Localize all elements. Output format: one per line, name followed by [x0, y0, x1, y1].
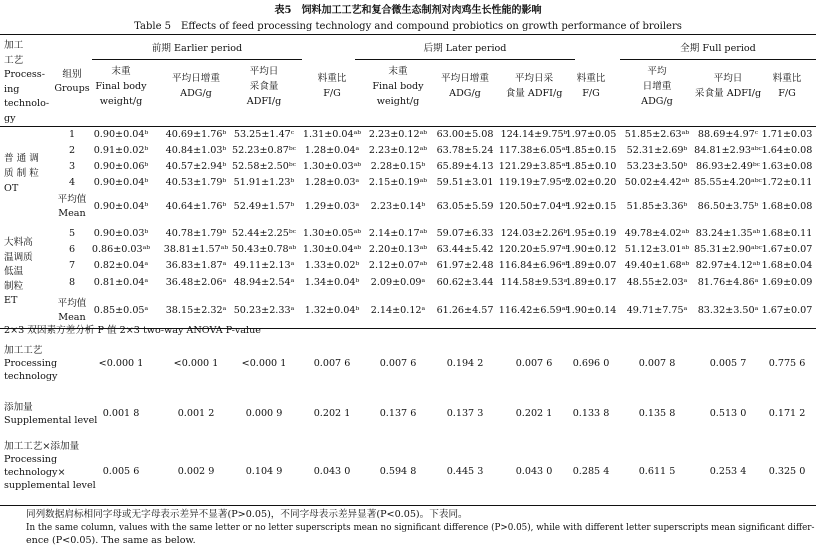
column-header-line: 食量 ADFI/g — [505, 88, 563, 99]
table-cell: 1.28±0.03ᵃ — [304, 177, 360, 188]
table-cell: 1.90±0.12 — [565, 244, 617, 255]
table-cell: 52.49±1.57ᵇ — [233, 201, 295, 212]
table-cell: 49.78±4.02ᵃᵇ — [624, 228, 690, 239]
anova-cell: 0.194 2 — [446, 358, 484, 369]
et-label-line: 大料高 — [4, 237, 33, 248]
anova-cell: 0.133 8 — [572, 408, 610, 419]
anova-cell: 0.043 0 — [313, 466, 351, 477]
table-cell: 51.85±2.63ᵃᵇ — [624, 129, 690, 140]
table-rule — [92, 59, 302, 60]
table-cell: 50.43±0.78ᵃᵇ — [231, 244, 297, 255]
table-cell: 38.15±2.32ᵃ — [165, 305, 227, 316]
table-cell: 1.63±0.08 — [761, 161, 813, 172]
column-header-line: 料重比 — [576, 73, 606, 84]
table-cell: 51.12±3.01ᵃᵇ — [624, 244, 690, 255]
period-header-later: 后期 Later period — [423, 43, 507, 54]
period-header-early: 前期 Earlier period — [151, 43, 243, 54]
table-cell: 2.14±0.12ᵃ — [370, 305, 426, 316]
table-cell: 63.05±5.59 — [436, 201, 494, 212]
table-cell: 83.32±3.50ᵃ — [697, 305, 759, 316]
table-rule — [0, 328, 816, 329]
column-header-line: 料重比 — [317, 73, 347, 84]
table-cell: 0.86±0.03ᵃᵇ — [91, 244, 151, 255]
table-cell: 2.02±0.20 — [565, 177, 617, 188]
anova-cell: 0.445 3 — [446, 466, 484, 477]
table-cell: 36.83±1.87ᵃ — [165, 260, 227, 271]
anova-cell: 0.285 4 — [572, 466, 610, 477]
group-number: 8 — [68, 277, 76, 288]
anova-cell: 0.001 2 — [177, 408, 215, 419]
table-cell: 88.69±4.97ᶜ — [697, 129, 759, 140]
table-cell: 124.14±9.75ᵇ — [500, 129, 568, 140]
table-cell: 1.85±0.10 — [565, 161, 617, 172]
anova-cell: 0.202 1 — [313, 408, 351, 419]
anova-label-line: supplemental level — [4, 480, 96, 491]
anova-label-line: 加工工艺 — [4, 345, 43, 356]
table-cell: 63.78±5.24 — [436, 145, 494, 156]
table-rule — [0, 505, 816, 506]
table-cell: 1.28±0.04ᵃ — [304, 145, 360, 156]
table-cell: 49.11±2.13ᵃ — [233, 260, 295, 271]
table-cell: 50.23±2.33ᵃ — [233, 305, 295, 316]
process-header-line: 加工 — [4, 40, 24, 51]
table-caption-en: Table 5 Effects of feed processing technology and compound probiotics on growth performance of broilers — [134, 21, 682, 32]
anova-label-line: Processing — [4, 358, 58, 369]
table-cell: 48.94±2.54ᵃ — [233, 277, 295, 288]
anova-cell: 0.775 6 — [768, 358, 806, 369]
column-header-line: 采食量 — [249, 81, 279, 92]
table-caption-cn: 表5 饲料加工工艺和复合微生态制剂对肉鸡生长性能的影响 — [274, 5, 542, 16]
table-cell: 61.26±4.57 — [436, 305, 494, 316]
table-cell: 1.89±0.17 — [565, 277, 617, 288]
anova-cell: <0.000 1 — [241, 358, 287, 369]
column-header-line: ADG/g — [180, 88, 212, 99]
column-header-line: F/G — [323, 88, 341, 99]
et-label-line: 低温 — [4, 266, 24, 277]
anova-label-line: technology× — [4, 467, 66, 478]
column-header-line: F/G — [582, 88, 600, 99]
column-header-line: F/G — [778, 88, 796, 99]
column-header-line: Final body — [95, 81, 147, 92]
table-cell: 59.51±3.01 — [436, 177, 494, 188]
column-header-line: ADFI/g — [246, 96, 282, 107]
table-cell: 65.89±4.13 — [436, 161, 494, 172]
table-cell: 51.85±3.36ᵇ — [626, 201, 688, 212]
mean-label: Mean — [58, 312, 86, 323]
table-cell: 85.31±2.90ᵃᵇᶜ — [694, 244, 762, 255]
column-header-line: 平均日 — [713, 73, 743, 84]
table-cell: 48.55±2.03ᵃ — [626, 277, 688, 288]
anova-cell: 0.137 3 — [446, 408, 484, 419]
column-header-line: 平均日增重 — [441, 73, 489, 84]
table-cell: 1.89±0.07 — [565, 260, 617, 271]
anova-cell: 0.007 6 — [379, 358, 417, 369]
table-cell: 1.68±0.04 — [761, 260, 813, 271]
column-header-line: 平均日增重 — [172, 73, 220, 84]
table-cell: 52.23±0.87ᵇᶜ — [231, 145, 297, 156]
anova-cell: 0.202 1 — [515, 408, 553, 419]
table-cell: 40.78±1.79ᵇ — [165, 228, 227, 239]
process-header-line: ing — [4, 83, 20, 95]
column-header-line: Final body — [372, 81, 424, 92]
table-cell: 1.85±0.15 — [565, 145, 617, 156]
table-cell: 1.71±0.03 — [761, 129, 813, 140]
table-cell: 2.12±0.07ᵃᵇ — [368, 260, 428, 271]
process-header-line: technolo- — [4, 98, 50, 109]
table-cell: 59.07±6.33 — [436, 228, 494, 239]
anova-cell: 0.104 9 — [245, 466, 283, 477]
table-cell: 40.64±1.76ᵇ — [165, 201, 227, 212]
anova-label-line: Supplemental level — [4, 415, 98, 426]
table-cell: 2.23±0.12ᵃᵇ — [368, 145, 428, 156]
table-cell: 53.25±1.47ᶜ — [233, 129, 295, 140]
column-header-line: weight/g — [99, 96, 143, 107]
table-cell: 52.44±2.25ᵇᶜ — [231, 228, 297, 239]
table-cell: 53.23±3.50ᵇ — [626, 161, 688, 172]
table-cell: 1.33±0.02ᵇ — [304, 260, 360, 271]
table-cell: 121.29±3.85ᵃᵇ — [498, 161, 570, 172]
table-cell: 63.00±5.08 — [436, 129, 494, 140]
group-number: 1 — [68, 129, 76, 140]
table-cell: 82.97±4.12ᵃᵇ — [695, 260, 761, 271]
table-cell: 0.85±0.05ᵃ — [93, 305, 149, 316]
table-cell: 1.32±0.04ᵇ — [304, 305, 360, 316]
table-rule — [0, 126, 816, 127]
table-cell: 1.72±0.11 — [761, 177, 813, 188]
group-number: 6 — [68, 244, 76, 255]
table-cell: 36.48±2.06ᵃ — [165, 277, 227, 288]
table-cell: 2.09±0.09ᵃ — [370, 277, 426, 288]
table-cell: 40.69±1.76ᵇ — [165, 129, 227, 140]
table-cell: 1.90±0.14 — [565, 305, 617, 316]
anova-cell: <0.000 1 — [173, 358, 219, 369]
anova-cell: 0.325 0 — [768, 466, 806, 477]
table-cell: 1.67±0.07 — [761, 244, 813, 255]
process-header-line: gy — [4, 112, 16, 124]
table-cell: 83.24±1.35ᵃᵇ — [695, 228, 761, 239]
anova-label-line: 添加量 — [4, 402, 33, 413]
table-cell: 1.31±0.04ᵃᵇ — [302, 129, 362, 140]
table-cell: 2.14±0.17ᵃᵇ — [368, 228, 428, 239]
table-cell: 114.58±9.53ᵃ — [500, 277, 568, 288]
column-header-line: 平均日 — [249, 66, 279, 77]
column-header-line: 平均 — [647, 66, 667, 77]
footnote-line: In the same column, values with the same letter or no letter superscripts mean no significant difference (P>0.05), while with different letter superscripts mean significant differ- — [26, 522, 815, 533]
ot-label-line: 质 制 粒 — [4, 168, 39, 179]
table-cell: 2.20±0.13ᵃᵇ — [368, 244, 428, 255]
anova-label-line: Processing — [4, 454, 58, 465]
column-header-line: 平均日采 — [514, 73, 554, 84]
table-cell: 60.62±3.44 — [436, 277, 494, 288]
ot-label-line: 普 通 调 — [4, 153, 39, 164]
table-cell: 2.28±0.15ᵇ — [370, 161, 426, 172]
table-cell: 51.91±1.23ᵇ — [233, 177, 295, 188]
table-cell: 85.55±4.20ᵃᵇᶜ — [694, 177, 762, 188]
group-number: 2 — [68, 145, 76, 156]
anova-cell: 0.000 9 — [245, 408, 283, 419]
table-cell: 52.58±2.50ᵇᶜ — [231, 161, 297, 172]
table-cell: 2.15±0.19ᵃᵇ — [368, 177, 428, 188]
column-header-line: 末重 — [388, 66, 408, 77]
table-cell: 40.53±1.79ᵇ — [165, 177, 227, 188]
anova-cell: 0.594 8 — [379, 466, 417, 477]
table-rule — [0, 34, 816, 35]
anova-cell: 0.002 9 — [177, 466, 215, 477]
table-cell: 1.92±0.15 — [565, 201, 617, 212]
anova-cell: 0.171 2 — [768, 408, 806, 419]
groups-header-line: 组别 — [62, 69, 82, 80]
table-cell: 81.76±4.86ᵃ — [697, 277, 759, 288]
anova-cell: 0.135 8 — [638, 408, 676, 419]
et-label-line: 制粒 — [4, 280, 24, 292]
table-cell: 1.67±0.07 — [761, 305, 813, 316]
anova-label-line: 加工工艺×添加量 — [4, 441, 80, 452]
table-cell: 0.90±0.04ᵇ — [93, 129, 149, 140]
et-label-line: 温调质 — [4, 251, 33, 263]
table-cell: 120.50±7.04ᵃᵇ — [498, 201, 570, 212]
table-cell: 84.81±2.93ᵃᵇᶜ — [694, 145, 762, 156]
column-header-line: 采食量 ADFI/g — [694, 88, 762, 99]
table-cell: 49.40±1.68ᵃᵇ — [624, 260, 690, 271]
footnote-line: 同列数据肩标相同字母或无字母表示差异不显著(P>0.05)，不同字母表示差异显著(P<0.05)。下表同。 — [26, 509, 468, 520]
group-number: 4 — [68, 177, 76, 188]
table-cell: 0.82±0.04ᵃ — [93, 260, 149, 271]
table-cell: 116.42±6.59ᵃᵇ — [498, 305, 570, 316]
table-cell: 1.95±0.19 — [565, 228, 617, 239]
anova-cell: <0.000 1 — [98, 358, 144, 369]
process-header-line: Process- — [4, 69, 45, 80]
table-cell: 86.50±3.75ᵇ — [697, 201, 759, 212]
table-cell: 1.30±0.05ᵃᵇ — [302, 228, 362, 239]
table-cell: 124.03±2.26ᵇ — [500, 228, 568, 239]
group-number: 3 — [68, 161, 76, 172]
et-label-line: ET — [4, 295, 18, 306]
ot-label-line: OT — [4, 183, 19, 194]
group-number: 5 — [68, 228, 76, 239]
column-header-line: 日增重 — [642, 81, 672, 92]
anova-title: 2×3 双因素方差分析 P 值 2×3 two-way ANOVA P-value — [4, 325, 261, 336]
table-cell: 0.90±0.06ᵇ — [93, 161, 149, 172]
anova-cell: 0.137 6 — [379, 408, 417, 419]
anova-cell: 0.001 8 — [102, 408, 140, 419]
table-cell: 63.44±5.42 — [436, 244, 494, 255]
footnote-line: ence (P<0.05). The same as below. — [26, 535, 196, 546]
anova-cell: 0.611 5 — [638, 466, 676, 477]
table-cell: 1.34±0.04ᵇ — [304, 277, 360, 288]
table-cell: 49.71±7.75ᵃ — [626, 305, 688, 316]
mean-label: 平均值 — [57, 298, 87, 309]
table-cell: 1.68±0.11 — [761, 228, 813, 239]
table-cell: 0.90±0.03ᵇ — [93, 228, 149, 239]
column-header-line: weight/g — [376, 96, 420, 107]
table-cell: 0.81±0.04ᵃ — [93, 277, 149, 288]
table-cell: 1.64±0.08 — [761, 145, 813, 156]
table-cell: 1.29±0.03ᵃ — [304, 201, 360, 212]
mean-label: 平均值 — [57, 194, 87, 205]
table-cell: 50.02±4.42ᵃᵇ — [624, 177, 690, 188]
groups-header-line: Groups — [54, 83, 90, 94]
table-cell: 119.19±7.95ᵃᵇ — [498, 177, 570, 188]
table-cell: 1.68±0.08 — [761, 201, 813, 212]
mean-label: Mean — [58, 208, 86, 219]
table-rule — [355, 59, 575, 60]
column-header-line: ADG/g — [641, 96, 673, 107]
table-cell: 40.57±2.94ᵇ — [165, 161, 227, 172]
table-cell: 52.31±2.69ᵇ — [626, 145, 688, 156]
table-cell: 116.84±6.96ᵃᵇ — [498, 260, 570, 271]
table-rule — [620, 59, 816, 60]
table-cell: 120.20±5.97ᵃᵇ — [498, 244, 570, 255]
table-cell: 1.97±0.05 — [565, 129, 617, 140]
anova-cell: 0.696 0 — [572, 358, 610, 369]
table-cell: 38.81±1.57ᵃᵇ — [163, 244, 229, 255]
table-cell: 0.90±0.04ᵇ — [93, 201, 149, 212]
table-cell: 86.93±2.49ᵇᶜ — [695, 161, 761, 172]
group-number: 7 — [68, 260, 76, 271]
table-cell: 61.97±2.48 — [436, 260, 494, 271]
column-header-line: 末重 — [111, 66, 131, 77]
table-cell: 1.30±0.03ᵃᵇ — [302, 161, 362, 172]
table-cell: 1.30±0.04ᵃᵇ — [302, 244, 362, 255]
anova-cell: 0.253 4 — [709, 466, 747, 477]
anova-cell: 0.007 8 — [638, 358, 676, 369]
table-cell: 0.91±0.02ᵇ — [93, 145, 149, 156]
anova-cell: 0.005 6 — [102, 466, 140, 477]
table-cell: 1.69±0.09 — [761, 277, 813, 288]
anova-cell: 0.007 6 — [515, 358, 553, 369]
anova-cell: 0.513 0 — [709, 408, 747, 419]
process-header-line: 工艺 — [4, 54, 24, 66]
table-cell: 2.23±0.12ᵃᵇ — [368, 129, 428, 140]
column-header-line: 料重比 — [772, 73, 802, 84]
table-cell: 2.23±0.14ᵇ — [370, 201, 426, 212]
table-cell: 117.38±6.05ᵃᵇ — [498, 145, 570, 156]
period-header-full: 全期 Full period — [680, 43, 756, 54]
column-header-line: ADG/g — [449, 88, 481, 99]
anova-label-line: technology — [4, 371, 58, 382]
anova-cell: 0.043 0 — [515, 466, 553, 477]
table-cell: 40.84±1.03ᵇ — [165, 145, 227, 156]
anova-cell: 0.005 7 — [709, 358, 747, 369]
anova-cell: 0.007 6 — [313, 358, 351, 369]
table-cell: 0.90±0.04ᵇ — [93, 177, 149, 188]
